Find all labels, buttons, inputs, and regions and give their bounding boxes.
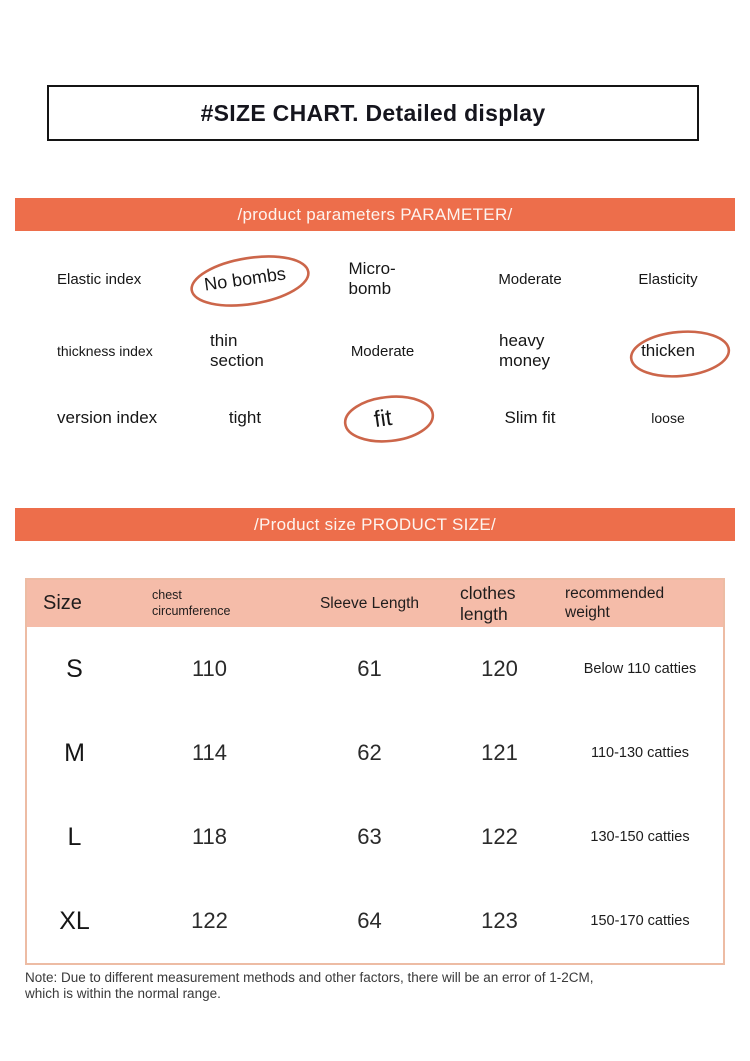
table-row-m [27, 711, 723, 795]
page-title [47, 85, 699, 141]
banner-product-parameters [15, 198, 735, 231]
header-chest-circumference [122, 588, 297, 619]
cell-length: 123 [481, 908, 518, 933]
cell-size: S [66, 654, 83, 683]
param-label-thickness-index: thickness index [57, 343, 153, 359]
table-row-xl [27, 879, 723, 963]
page-title-text: #SIZE CHART. Detailed display [200, 99, 546, 126]
param-option-moderate-2 [305, 315, 460, 387]
param-option-thin-section [185, 315, 305, 387]
cell-chest: 114 [191, 740, 228, 765]
cell-sleeve: 61 [357, 656, 382, 681]
param-option-fit [305, 387, 460, 449]
size-table-body [27, 627, 723, 963]
param-option-text: Slim fit [504, 408, 556, 427]
cell-chest: 122 [191, 908, 228, 933]
param-option-tight [185, 387, 305, 449]
cell-length: 121 [481, 740, 518, 765]
param-option-thicken [600, 315, 750, 387]
cell-sleeve: 62 [357, 740, 382, 765]
param-label-elastic-index: Elastic index [57, 270, 142, 288]
banner-product-size-text: /Product size PRODUCT SIZE/ [253, 514, 497, 534]
param-option-elasticity [600, 243, 750, 315]
cell-weight: 130-150 catties [590, 829, 690, 845]
param-option-text: fit [371, 403, 394, 432]
param-label-version-index: version index [57, 408, 158, 427]
param-option-micro-bomb [305, 243, 460, 315]
header-size: Size [43, 592, 82, 614]
cell-weight: 150-170 catties [590, 913, 690, 929]
cell-weight: Below 110 catties [583, 661, 697, 677]
param-option-loose [600, 387, 750, 449]
banner-product-parameters-text: /product parameters PARAMETER/ [237, 204, 513, 224]
param-option-no-bombs [185, 243, 305, 315]
header-sleeve-length: Sleeve Length [319, 594, 420, 612]
param-option-text: Moderate [350, 342, 415, 360]
cell-length: 120 [481, 656, 518, 681]
cell-chest: 110 [191, 656, 228, 681]
header-text: chest circumference [152, 587, 231, 618]
cell-size: XL [59, 906, 90, 935]
parameters-section [0, 243, 750, 449]
cell-size: M [64, 738, 85, 767]
param-option-heavy-money [460, 315, 600, 387]
header-text: recommended weight [565, 584, 665, 621]
size-table-header [27, 580, 723, 627]
param-option-text: tight [228, 408, 262, 427]
param-option-slim-fit [460, 387, 600, 449]
header-text: clothes length [460, 583, 516, 624]
cell-chest: 118 [191, 824, 228, 849]
param-option-text: Elasticity [638, 270, 698, 288]
param-option-text: thicken [641, 341, 695, 360]
cell-size: L [67, 822, 82, 851]
cell-sleeve: 63 [357, 824, 382, 849]
header-clothes-length [442, 583, 557, 623]
param-option-moderate [460, 243, 600, 315]
banner-product-size [15, 508, 735, 541]
header-recommended-weight [557, 585, 723, 622]
param-option-text: heavy money [499, 331, 551, 370]
table-row-s [27, 627, 723, 711]
size-table [25, 578, 725, 965]
cell-sleeve: 64 [357, 908, 382, 933]
param-option-text: Moderate [498, 270, 562, 288]
cell-length: 122 [481, 824, 518, 849]
note-text: Note: Due to different measurement methods and other factors, there will be an error of 1-2CM, which is within the normal range. [25, 970, 594, 1001]
cell-weight: 110-130 catties [590, 745, 690, 761]
table-row-l [27, 795, 723, 879]
param-option-text: thin section [210, 331, 264, 370]
param-option-text: loose [651, 410, 685, 426]
param-option-text: No bombs [202, 262, 287, 295]
param-option-text: Micro-bomb [348, 259, 396, 298]
